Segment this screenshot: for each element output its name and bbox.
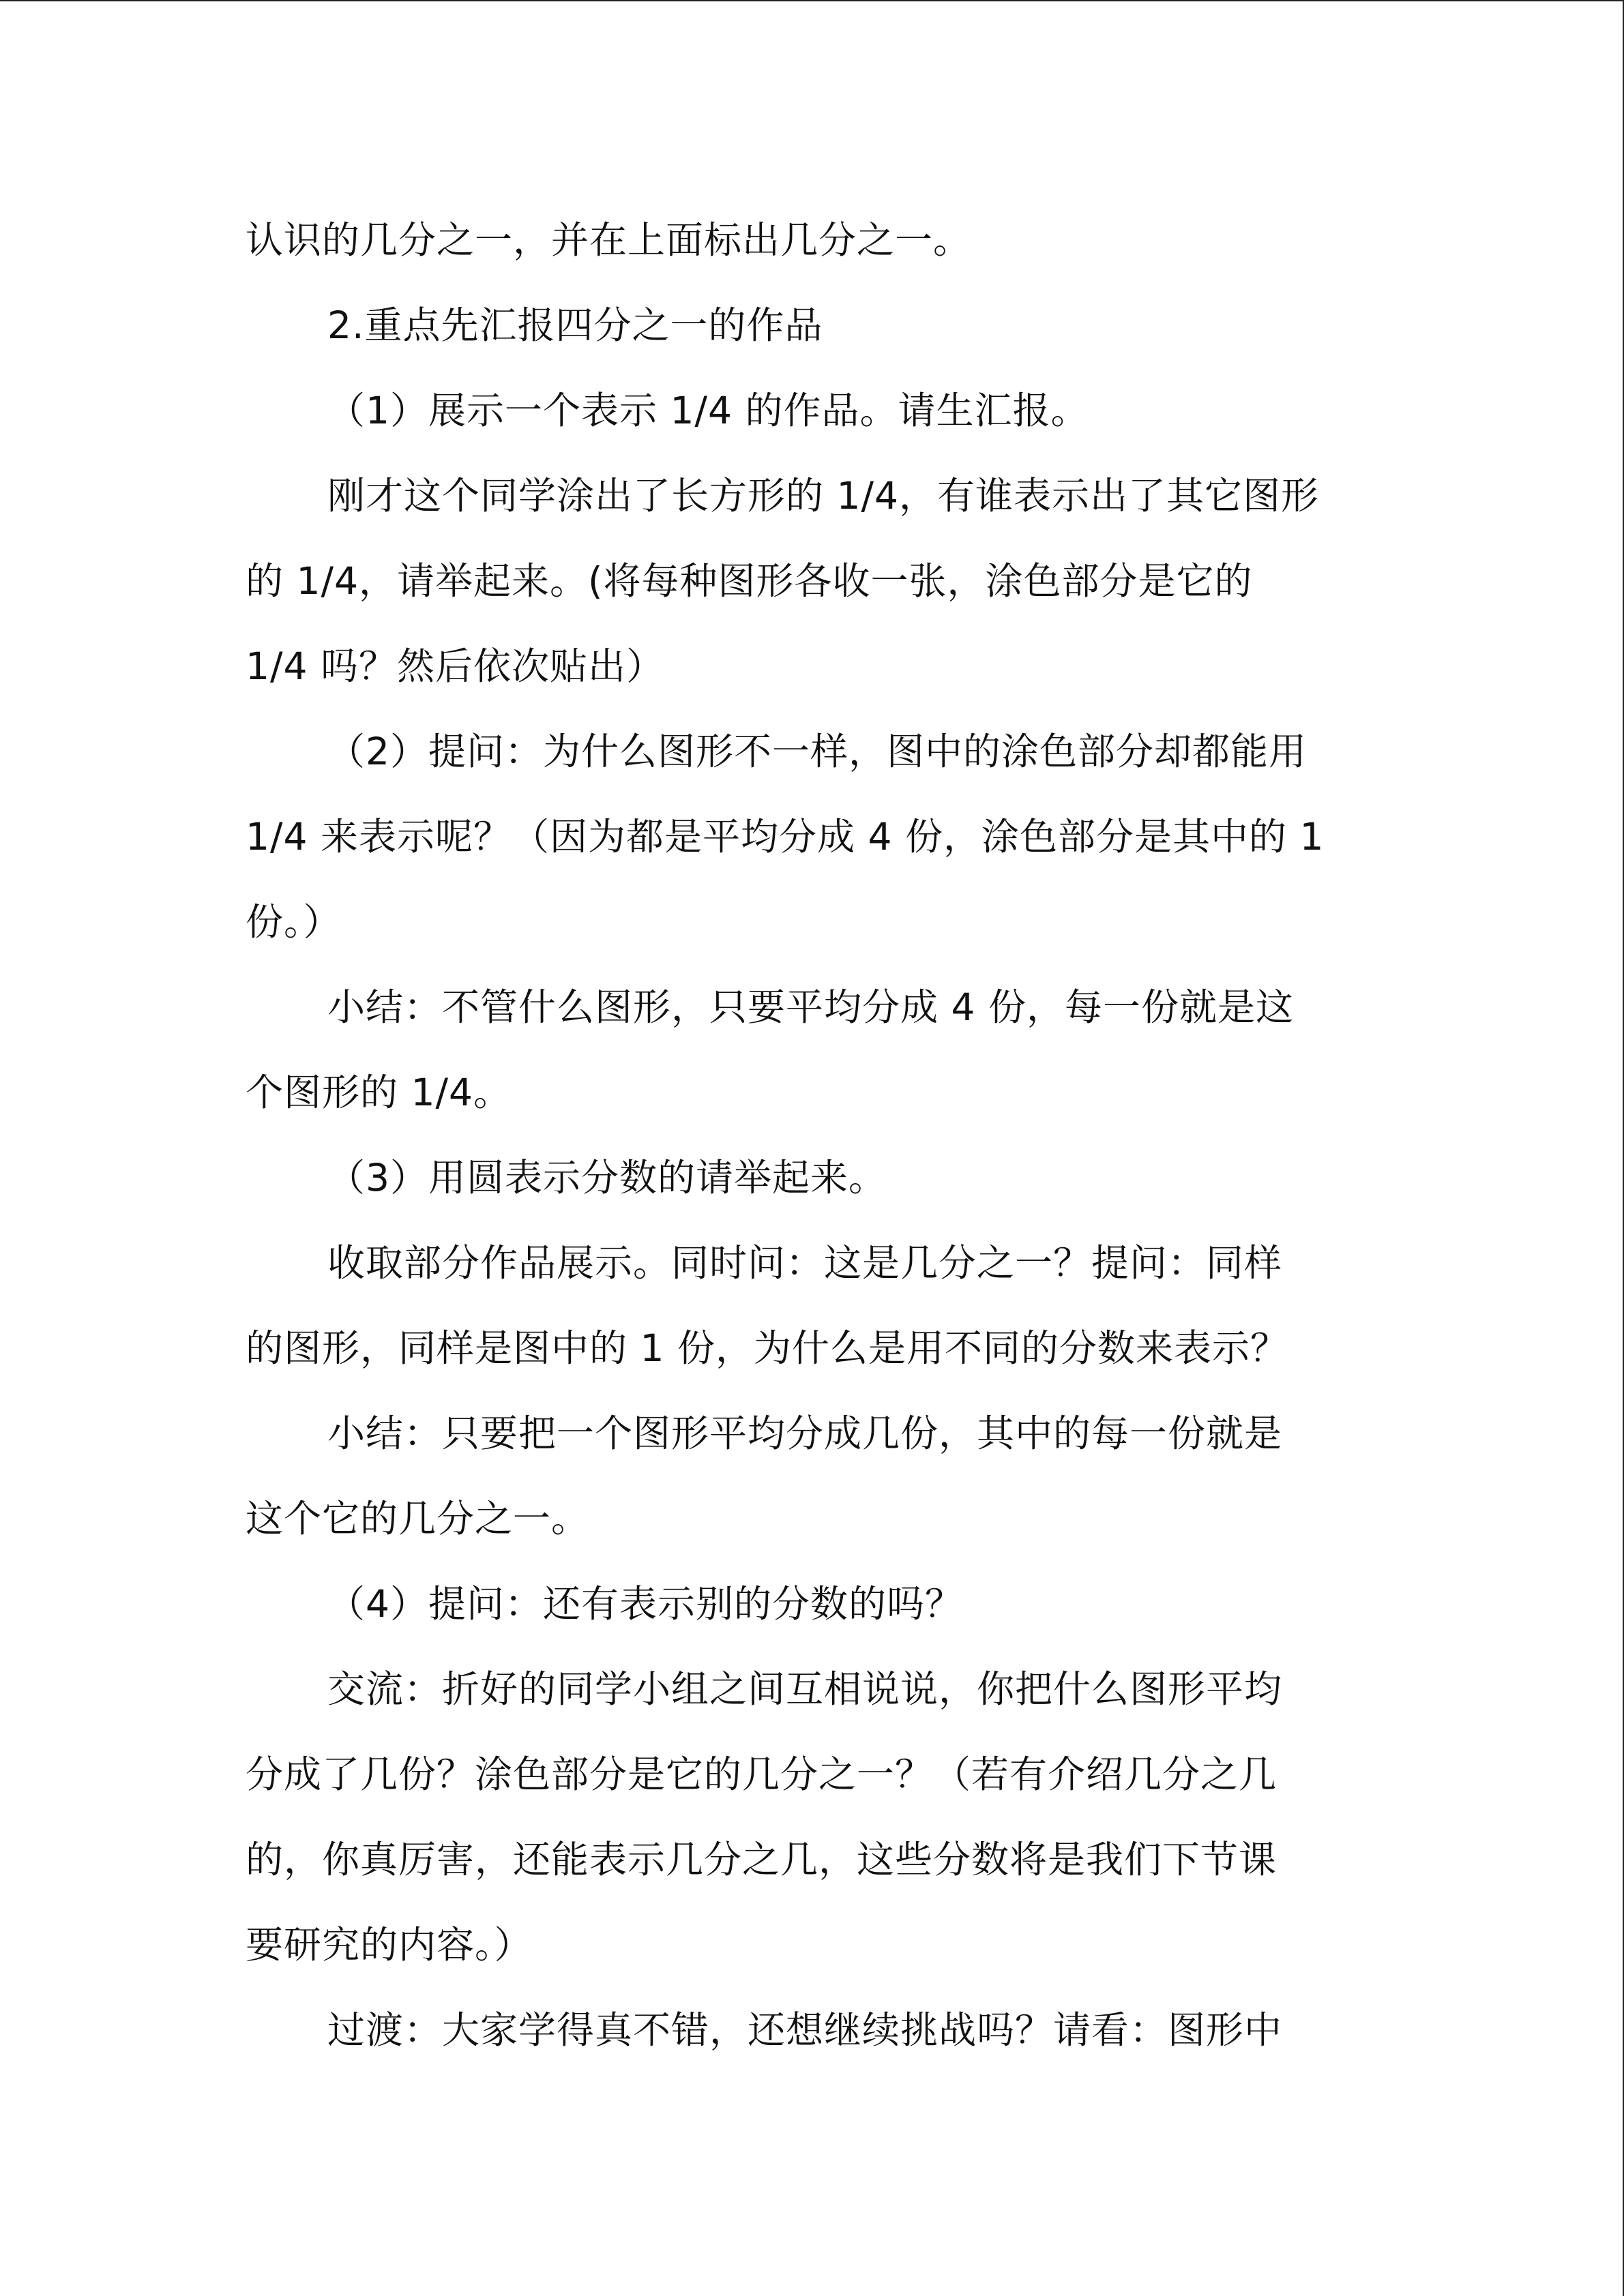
section-heading: 2.重点先汇报四分之一的作品 xyxy=(327,303,823,347)
text-line: （2）提问：为什么图形不一样，图中的涂色部分却都能用 xyxy=(327,730,1307,773)
text-line: 刚才这个同学涂出了长方形的 1/4，有谁表示出了其它图形 xyxy=(327,474,1319,518)
text-line: 个图形的 1/4。 xyxy=(246,1071,512,1114)
text-line: 的图形，同样是图中的 1 份，为什么是用不同的分数来表示？ xyxy=(246,1326,1288,1370)
text-line: 交流：折好的同学小组之间互相说说，你把什么图形平均 xyxy=(327,1667,1283,1711)
text-line: 的，你真厉害，还能表示几分之几，这些分数将是我们下节课 xyxy=(246,1838,1278,1881)
text-line: （1）展示一个表示 1/4 的作品。请生汇报。 xyxy=(327,389,1089,432)
text-line: 的 1/4，请举起来。(将每种图形各收一张，涂色部分是它的 xyxy=(246,559,1253,603)
text-line: 这个它的几分之一。 xyxy=(246,1497,590,1540)
text-line: 1/4 吗？然后依次贴出） xyxy=(246,644,664,688)
text-line: 小结：只要把一个图形平均分成几份，其中的每一份就是 xyxy=(327,1412,1283,1455)
text-line: 小结：不管什么图形，只要平均分成 4 份，每一份就是这 xyxy=(327,985,1294,1029)
text-line: 分成了几份？涂色部分是它的几分之一？（若有介绍几分之几 xyxy=(246,1753,1278,1796)
text-line: 过渡：大家学得真不错，还想继续挑战吗？请看：图形中 xyxy=(327,2008,1283,2052)
text-line: （3）用圆表示分数的请举起来。 xyxy=(327,1156,887,1199)
text-line: 份。） xyxy=(246,900,342,944)
text-line: （4）提问：还有表示别的分数的吗？ xyxy=(327,1582,963,1626)
text-line: 收取部分作品展示。同时问：这是几分之一？提问：同样 xyxy=(327,1241,1283,1285)
text-line: 1/4 来表示呢？（因为都是平均分成 4 份，涂色部分是其中的 1 xyxy=(246,815,1325,859)
text-line: 认识的几分之一，并在上面标出几分之一。 xyxy=(246,218,972,262)
text-line: 要研究的内容。） xyxy=(246,1923,533,1967)
